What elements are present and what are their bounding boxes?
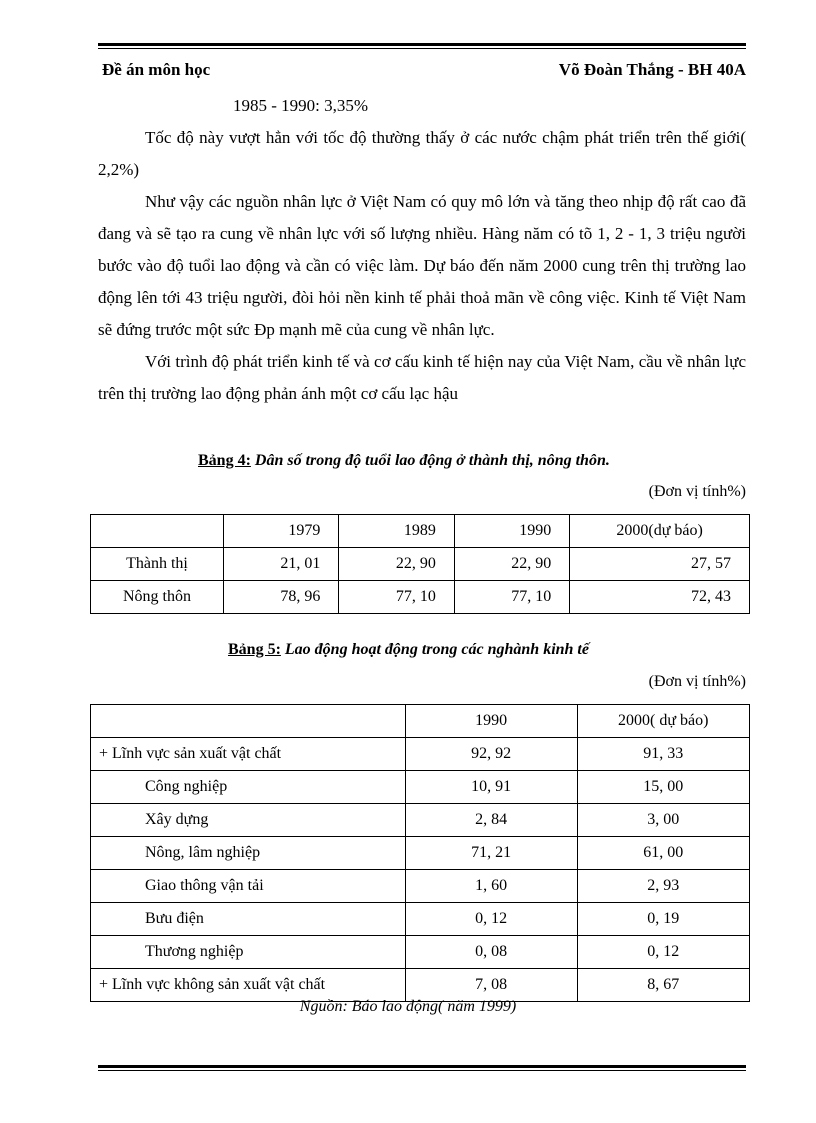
- table-cell: Xây dựng: [91, 804, 406, 837]
- table5: [90, 704, 750, 1002]
- footer-rule: [98, 1065, 746, 1071]
- table-cell: 22, 90: [454, 548, 569, 581]
- table-cell: + Lĩnh vực sản xuất vật chất: [91, 738, 406, 771]
- table-cell: [91, 515, 224, 548]
- table-cell: 77, 10: [454, 581, 569, 614]
- table-row: [91, 581, 750, 614]
- table-cell: 1, 60: [405, 870, 577, 903]
- header-right: Võ Đoàn Thắng - BH 40A: [558, 60, 746, 79]
- table-cell: 27, 57: [570, 548, 750, 581]
- page-header: [102, 60, 746, 84]
- table-cell: 2, 84: [405, 804, 577, 837]
- table-header-cell: 2000(dự báo): [570, 515, 750, 548]
- table-cell: Thương nghiệp: [91, 936, 406, 969]
- table-cell: 3, 00: [577, 804, 749, 837]
- table-cell: 0, 12: [405, 903, 577, 936]
- paragraph: Như vậy các nguồn nhân lực ở Việt Nam có quy mô lớn và tăng theo nhịp độ rất cao đã đang và sẽ tạo ra cung về nhân lực với số lượng nhiều. Hàng năm có tõ 1, 2 - 1, 3 triệu người bước vào độ tuổi lao động và cần có việc làm. Dự báo đến năm 2000 cung trên thị trường lao động lên tới 43 triệu người, đòi hỏi nền kinh tế phải thoả mãn về công việc. Kinh tế Việt Nam sẽ đứng trước một sức Ðp mạnh mẽ của cung về nhân lực.: [98, 192, 746, 339]
- table-cell: Bưu điện: [91, 903, 406, 936]
- table-header-cell: 1989: [339, 515, 454, 548]
- header-rule: [98, 43, 746, 49]
- table-row: [91, 969, 750, 1002]
- table-header-cell: 2000( dự báo): [577, 705, 749, 738]
- table-cell: [91, 705, 406, 738]
- table-row: [91, 771, 750, 804]
- table-cell: 91, 33: [577, 738, 749, 771]
- table4: [90, 514, 750, 614]
- body-text: [98, 122, 746, 410]
- table-row: [91, 903, 750, 936]
- table5-unit: (Đơn vị tính%): [648, 673, 746, 690]
- table-cell: 92, 92: [405, 738, 577, 771]
- paragraph: Tốc độ này vượt hẳn với tốc độ thường thấy ở các nước chậm phát triển trên thế giới( 2,2%): [98, 128, 746, 179]
- table4-title: Dân số trong độ tuổi lao động ở thành thị, nông thôn.: [254, 452, 610, 469]
- table-row: [91, 837, 750, 870]
- table-cell: 2, 93: [577, 870, 749, 903]
- table-row: [91, 804, 750, 837]
- table-header-cell: 1990: [454, 515, 569, 548]
- table5-caption: [228, 641, 589, 659]
- table-cell: Thành thị: [91, 548, 224, 581]
- table4-unit: (Đơn vị tính%): [648, 483, 746, 500]
- paragraph: Với trình độ phát triển kinh tế và cơ cấu kinh tế hiện nay của Việt Nam, cầu về nhân lực trên thị trường lao động phản ánh một cơ cấu lạc hậu: [98, 352, 746, 403]
- table-cell: 7, 08: [405, 969, 577, 1002]
- table-cell: 0, 08: [405, 936, 577, 969]
- table-source-note: Nguồn: Báo lao động( năm 1999): [299, 998, 517, 1015]
- table-cell: 78, 96: [224, 581, 339, 614]
- table-header-row: [91, 515, 750, 548]
- table-header-row: [91, 705, 750, 738]
- table-row: [91, 870, 750, 903]
- table4-label: Bảng 4:: [198, 452, 251, 469]
- table-cell: 10, 91: [405, 771, 577, 804]
- table-header-cell: 1979: [224, 515, 339, 548]
- table-cell: + Lĩnh vực không sản xuất vật chất: [91, 969, 406, 1002]
- table-cell: 22, 90: [339, 548, 454, 581]
- header-left: Đề án môn học: [102, 60, 211, 79]
- table4-caption: [198, 452, 610, 470]
- table-cell: 72, 43: [570, 581, 750, 614]
- table-cell: Nông thôn: [91, 581, 224, 614]
- table5-label: Bảng 5:: [228, 641, 281, 658]
- table-row: [91, 738, 750, 771]
- table-cell: 0, 12: [577, 936, 749, 969]
- table-cell: 15, 00: [577, 771, 749, 804]
- table-cell: 21, 01: [224, 548, 339, 581]
- table-row: [91, 548, 750, 581]
- table5-title: Lao động hoạt động trong các nghành kinh tế: [284, 641, 589, 658]
- table-cell: Giao thông vận tải: [91, 870, 406, 903]
- table-cell: 0, 19: [577, 903, 749, 936]
- table-header-cell: 1990: [405, 705, 577, 738]
- table-cell: 61, 00: [577, 837, 749, 870]
- table-cell: 71, 21: [405, 837, 577, 870]
- table-cell: 77, 10: [339, 581, 454, 614]
- table-row: [91, 936, 750, 969]
- intro-line: 1985 - 1990: 3,35%: [233, 96, 369, 115]
- table-cell: Công nghiệp: [91, 771, 406, 804]
- table-cell: 8, 67: [577, 969, 749, 1002]
- table-cell: Nông, lâm nghiệp: [91, 837, 406, 870]
